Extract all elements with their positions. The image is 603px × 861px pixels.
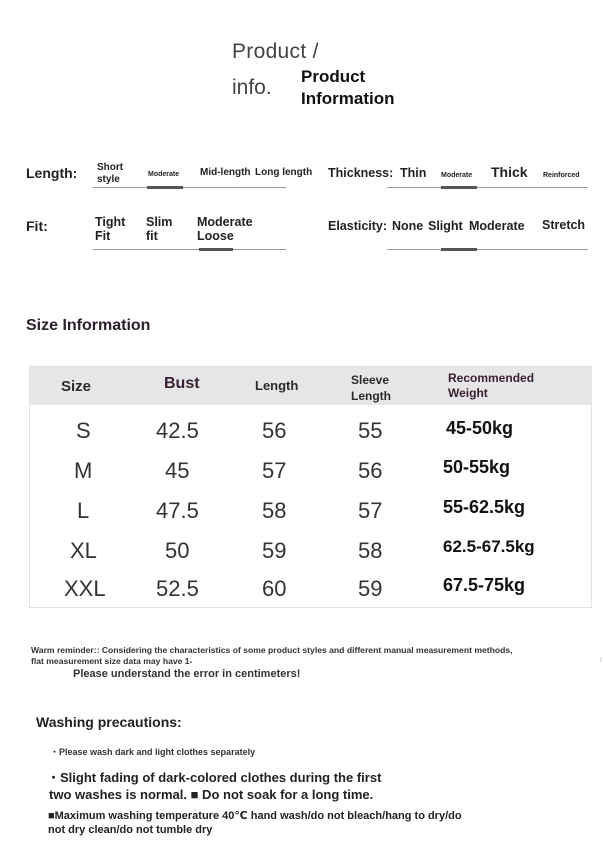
- length-option-moderate: Moderate: [148, 171, 180, 178]
- elasticity-track: [387, 249, 588, 250]
- fit-option-slim: Slim fit: [146, 215, 173, 243]
- cell-length: 58: [262, 498, 287, 523]
- cell-weight: 50-55kg: [443, 457, 511, 477]
- washing-item-2b: two washes is normal. ■ Do not soak for a long time.: [49, 787, 374, 802]
- elasticity-marker: [441, 248, 477, 251]
- cell-bust: 52.5: [156, 576, 199, 601]
- washing-item-1: ・Please wash dark and light clothes separately: [50, 747, 256, 757]
- fit-option-moderate-loose: Moderate Loose: [197, 215, 253, 243]
- thickness-marker: [441, 186, 477, 189]
- header-sleeve-length: Sleeve Length: [351, 373, 391, 403]
- reminder-line-2: flat measurement size data may have 1-: [31, 656, 193, 666]
- fit-label: Fit:: [26, 218, 48, 234]
- header-product-information: Product Information: [301, 67, 395, 108]
- cell-length: 57: [262, 458, 287, 483]
- cell-length: 59: [262, 538, 287, 563]
- length-label: Length:: [26, 165, 78, 181]
- thickness-option-reinforced: Reinforced: [543, 172, 580, 179]
- length-option-short: Short style: [97, 162, 124, 185]
- cell-size: L: [77, 498, 90, 523]
- header-recommended-weight: Recommended Weight: [448, 371, 535, 400]
- reminder-line-3: Please understand the error in centimeters!: [73, 668, 301, 680]
- cell-bust: 45: [165, 458, 190, 483]
- header-info: info.: [232, 76, 272, 99]
- cell-size: M: [74, 458, 93, 483]
- cell-sleeve: 56: [358, 458, 383, 483]
- elasticity-label: Elasticity:: [328, 219, 388, 233]
- elasticity-option-moderate: Moderate: [469, 219, 525, 233]
- cell-size: XXL: [64, 576, 106, 601]
- length-marker: [147, 186, 183, 189]
- cell-length: 60: [262, 576, 287, 601]
- cell-bust: 50: [165, 538, 190, 563]
- washing-item-2a: ・Slight fading of dark-colored clothes during the first: [47, 770, 382, 785]
- cell-weight: 67.5-75kg: [443, 575, 526, 595]
- thickness-option-moderate: Moderate: [441, 172, 473, 179]
- cell-weight: 62.5-67.5kg: [443, 537, 535, 556]
- header-product: Product /: [232, 40, 319, 63]
- fit-option-tight: Tight Fit: [95, 215, 126, 243]
- cell-weight: 55-62.5kg: [443, 497, 526, 517]
- thickness-label: Thickness:: [328, 166, 394, 180]
- cell-sleeve: 55: [358, 418, 383, 443]
- cell-length: 56: [262, 418, 287, 443]
- size-information-title: Size Information: [26, 317, 151, 334]
- cell-sleeve: 59: [358, 576, 383, 601]
- cell-size: S: [76, 418, 91, 443]
- fit-track: [93, 249, 286, 250]
- reminder-line-1: Warm reminder:: Considering the characteristics of some product styles and different manual measurement methods,: [31, 645, 513, 655]
- cell-bust: 42.5: [156, 418, 199, 443]
- size-table: [29, 366, 592, 608]
- washing-item-3a: ■Maximum washing temperature 40℃ hand wash/do not bleach/hang to dry/do: [48, 810, 462, 822]
- cell-sleeve: 57: [358, 498, 383, 523]
- washing-title: Washing precautions:: [36, 714, 182, 730]
- cell-weight: 45-50kg: [446, 418, 514, 438]
- elasticity-option-none: None: [392, 219, 424, 233]
- elasticity-option-slight: Slight: [428, 219, 463, 233]
- thickness-option-thick: Thick: [491, 164, 528, 180]
- size-table-header: [30, 367, 591, 405]
- cell-sleeve: 58: [358, 538, 383, 563]
- thickness-option-thin: Thin: [400, 166, 427, 180]
- length-option-long: Long length: [255, 167, 313, 178]
- header-length: Length: [255, 378, 299, 393]
- edge-arrow-icon: ‹: [599, 652, 603, 666]
- washing-item-3b: not dry clean/do not tumble dry: [48, 824, 213, 836]
- length-track: [93, 187, 286, 188]
- header-size: Size: [61, 378, 92, 395]
- thickness-track: [387, 187, 588, 188]
- cell-bust: 47.5: [156, 498, 199, 523]
- cell-size: XL: [70, 538, 97, 563]
- elasticity-option-stretch: Stretch: [542, 218, 586, 232]
- length-option-mid: Mid-length: [200, 167, 251, 178]
- header-bust: Bust: [164, 375, 200, 392]
- fit-marker: [199, 248, 233, 251]
